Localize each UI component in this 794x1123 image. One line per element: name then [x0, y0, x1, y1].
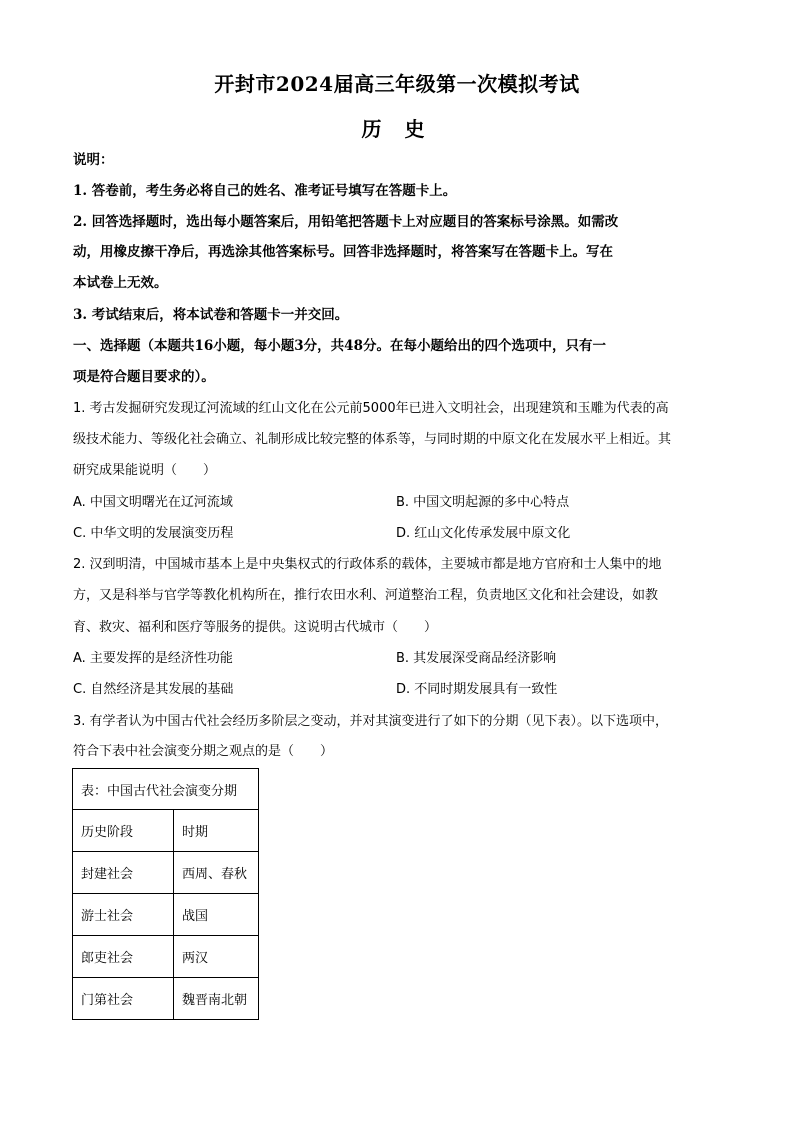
q2-option-a: A. 主要发挥的是经济性功能: [73, 651, 233, 666]
table-row: [73, 936, 259, 978]
q2-stem-line-3: 育、救灾、福利和医疗等服务的提供。这说明古代城市（ ）: [73, 620, 438, 635]
table-cell-period: 西周、春秋: [174, 852, 259, 894]
q2-stem-line-1: 2. 汉到明清，中国城市基本上是中央集权式的行政体系的载体，主要城市都是地方官府和士人集中的地: [73, 557, 662, 572]
society-periods-table: [72, 768, 259, 1020]
q1-stem-line-3: 研究成果能说明（ ）: [73, 463, 217, 478]
section-heading-line-2: 项是符合题目要求的）。: [73, 369, 215, 385]
table-header-row: [73, 810, 259, 852]
q2-stem-line-2: 方，又是科举与官学等教化机构所在，推行农田水利、河道整治工程，负责地区文化和社会建设，如教: [73, 588, 659, 603]
subject-title: 历 史: [361, 117, 433, 141]
table-header-period: 时期: [174, 810, 259, 852]
table-row: [73, 894, 259, 936]
q1-option-c: C. 中华文明的发展演变历程: [73, 526, 234, 541]
q1-option-d: D. 红山文化传承发展中原文化: [396, 526, 571, 541]
section-heading-line-1: 一、选择题（本题共16小题，每小题3分，共48分。在每小题给出的四个选项中，只有一: [73, 338, 606, 354]
q1-option-b: B. 中国文明起源的多中心特点: [396, 495, 570, 510]
instruction-3: 3. 考试结束后，将本试卷和答题卡一并交回。: [73, 307, 349, 323]
table-caption: 表：中国古代社会演变分期: [73, 769, 259, 810]
instruction-2-line-3: 本试卷上无效。: [73, 275, 168, 291]
instruction-2-line-1: 2. 回答选择题时，选出每小题答案后，用铅笔把答题卡上对应题目的答案标号涂黑。如需改: [73, 214, 619, 230]
table-cell-stage: 门第社会: [73, 978, 174, 1020]
q3-stem-line-1: 3. 有学者认为中国古代社会经历多阶层之变动，并对其演变进行了如下的分期（见下表）。以下选项中，: [73, 714, 669, 729]
exam-title: 开封市2024届高三年级第一次模拟考试: [214, 72, 580, 96]
instructions-heading: 说明：: [73, 152, 114, 168]
table-cell-period: 战国: [174, 894, 259, 936]
q2-option-d: D. 不同时期发展具有一致性: [396, 682, 558, 697]
q1-stem-line-2: 级技术能力、等级化社会确立、礼制形成比较完整的体系等，与同时期的中原文化在发展水平上相近。其: [73, 432, 672, 447]
table-row: [73, 852, 259, 894]
instruction-1: 1. 答卷前，考生务必将自己的姓名、准考证号填写在答题卡上。: [73, 183, 457, 199]
table-cell-stage: 封建社会: [73, 852, 174, 894]
table-cell-stage: 郎吏社会: [73, 936, 174, 978]
q1-option-a: A. 中国文明曙光在辽河流域: [73, 495, 233, 510]
q3-stem-line-2: 符合下表中社会演变分期之观点的是（ ）: [73, 744, 334, 759]
table-caption-row: [73, 769, 259, 810]
q2-option-b: B. 其发展深受商品经济影响: [396, 651, 557, 666]
table-cell-period: 魏晋南北朝: [174, 978, 259, 1020]
q1-stem-line-1: 1. 考古发掘研究发现辽河流域的红山文化在公元前5000年已进入文明社会，出现建筑和玉雕为代表的高: [73, 401, 669, 416]
instruction-2-line-2: 动，用橡皮擦干净后，再选涂其他答案标号。回答非选择题时，将答案写在答题卡上。写在: [73, 244, 613, 260]
table-cell-stage: 游士社会: [73, 894, 174, 936]
table-header-stage: 历史阶段: [73, 810, 174, 852]
q2-option-c: C. 自然经济是其发展的基础: [73, 682, 234, 697]
table-cell-period: 两汉: [174, 936, 259, 978]
table-row: [73, 978, 259, 1020]
